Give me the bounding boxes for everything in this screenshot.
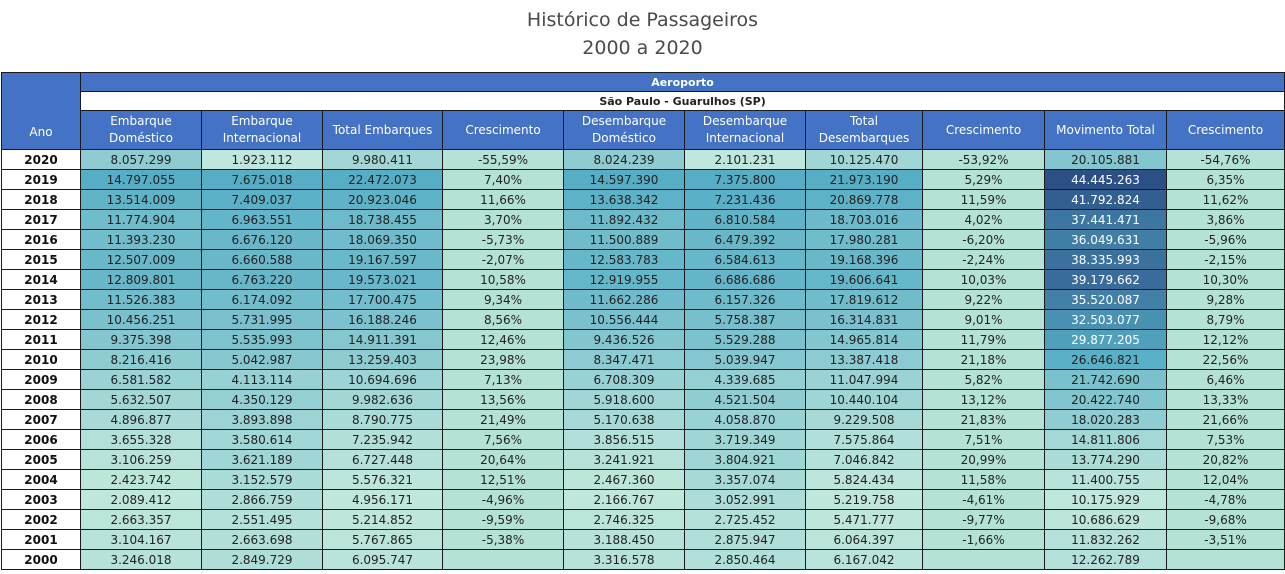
chart-title: Histórico de Passageiros — [526, 9, 759, 31]
cell-total-desembarques: 19.168.396 — [806, 250, 923, 270]
cell-crescimento-embarques: -4,96% — [443, 490, 564, 510]
cell-crescimento-embarques: 3,70% — [443, 210, 564, 230]
cell-desembarque-internacional: 6.810.584 — [685, 210, 806, 230]
cell-total-embarques: 6.727.448 — [323, 450, 443, 470]
cell-crescimento-embarques: -55,59% — [443, 150, 564, 170]
cell-embarque-internacional: 7.409.037 — [202, 190, 323, 210]
header-movimento-total: Movimento Total — [1045, 111, 1167, 150]
cell-total-embarques: 17.700.475 — [323, 290, 443, 310]
cell-ano: 2003 — [2, 490, 81, 510]
cell-total-embarques: 18.738.455 — [323, 210, 443, 230]
cell-embarque-domestico: 13.514.009 — [81, 190, 202, 210]
cell-movimento-total: 14.811.806 — [1045, 430, 1167, 450]
cell-embarque-domestico: 4.896.877 — [81, 410, 202, 430]
cell-embarque-domestico: 10.456.251 — [81, 310, 202, 330]
cell-embarque-internacional: 3.580.614 — [202, 430, 323, 450]
cell-crescimento-embarques: -9,59% — [443, 510, 564, 530]
cell-crescimento-embarques: 11,66% — [443, 190, 564, 210]
cell-crescimento-total: 11,62% — [1167, 190, 1285, 210]
cell-crescimento-total: 13,33% — [1167, 390, 1285, 410]
cell-total-embarques: 8.790.775 — [323, 410, 443, 430]
table-row — [2, 350, 1285, 370]
cell-crescimento-embarques: 9,34% — [443, 290, 564, 310]
table-row — [2, 330, 1285, 350]
cell-movimento-total: 20.422.740 — [1045, 390, 1167, 410]
cell-ano: 2005 — [2, 450, 81, 470]
cell-total-desembarques: 6.167.042 — [806, 550, 923, 570]
table-body — [2, 150, 1285, 570]
cell-crescimento-total: 6,35% — [1167, 170, 1285, 190]
cell-desembarque-domestico: 3.316.578 — [564, 550, 685, 570]
cell-embarque-domestico: 2.663.357 — [81, 510, 202, 530]
cell-desembarque-domestico: 3.188.450 — [564, 530, 685, 550]
cell-crescimento-total: -2,15% — [1167, 250, 1285, 270]
cell-crescimento-total: 12,12% — [1167, 330, 1285, 350]
cell-total-desembarques: 21.973.190 — [806, 170, 923, 190]
cell-crescimento-embarques: 21,49% — [443, 410, 564, 430]
cell-crescimento-total: -4,78% — [1167, 490, 1285, 510]
header-desembarque-internacional: Desembarque Internacional — [685, 111, 806, 150]
cell-total-desembarques: 16.314.831 — [806, 310, 923, 330]
cell-crescimento-embarques: 8,56% — [443, 310, 564, 330]
cell-ano: 2016 — [2, 230, 81, 250]
chart-subtitle: 2000 a 2020 — [582, 37, 703, 59]
cell-crescimento-desembarques: 13,12% — [923, 390, 1045, 410]
cell-movimento-total: 18.020.283 — [1045, 410, 1167, 430]
cell-total-desembarques: 11.047.994 — [806, 370, 923, 390]
cell-crescimento-embarques: 10,58% — [443, 270, 564, 290]
cell-desembarque-domestico: 13.638.342 — [564, 190, 685, 210]
cell-crescimento-embarques: 23,98% — [443, 350, 564, 370]
cell-total-desembarques: 19.606.641 — [806, 270, 923, 290]
cell-desembarque-domestico: 6.708.309 — [564, 370, 685, 390]
cell-desembarque-internacional: 5.529.288 — [685, 330, 806, 350]
cell-embarque-internacional: 7.675.018 — [202, 170, 323, 190]
cell-desembarque-internacional: 4.339.685 — [685, 370, 806, 390]
cell-total-desembarques: 7.575.864 — [806, 430, 923, 450]
cell-ano: 2009 — [2, 370, 81, 390]
cell-total-embarques: 22.472.073 — [323, 170, 443, 190]
header-group-aeroporto: Aeroporto — [81, 73, 1285, 92]
cell-desembarque-domestico: 2.166.767 — [564, 490, 685, 510]
cell-crescimento-desembarques: 4,02% — [923, 210, 1045, 230]
cell-desembarque-internacional: 3.052.991 — [685, 490, 806, 510]
cell-crescimento-embarques: 13,56% — [443, 390, 564, 410]
cell-embarque-domestico: 5.632.507 — [81, 390, 202, 410]
cell-desembarque-internacional: 7.231.436 — [685, 190, 806, 210]
cell-ano: 2011 — [2, 330, 81, 350]
cell-desembarque-internacional: 6.157.326 — [685, 290, 806, 310]
cell-crescimento-total — [1167, 550, 1285, 570]
cell-ano: 2007 — [2, 410, 81, 430]
cell-movimento-total: 32.503.077 — [1045, 310, 1167, 330]
cell-movimento-total: 26.646.821 — [1045, 350, 1167, 370]
cell-desembarque-internacional: 3.357.074 — [685, 470, 806, 490]
cell-crescimento-total: 9,28% — [1167, 290, 1285, 310]
cell-desembarque-domestico: 8.024.239 — [564, 150, 685, 170]
cell-desembarque-domestico: 14.597.390 — [564, 170, 685, 190]
cell-ano: 2012 — [2, 310, 81, 330]
cell-total-desembarques: 17.819.612 — [806, 290, 923, 310]
cell-embarque-internacional: 6.963.551 — [202, 210, 323, 230]
passenger-table — [1, 72, 1285, 570]
cell-desembarque-internacional: 6.584.613 — [685, 250, 806, 270]
cell-embarque-domestico: 3.106.259 — [81, 450, 202, 470]
header-crescimento-total: Crescimento — [1167, 111, 1285, 150]
cell-desembarque-domestico: 3.856.515 — [564, 430, 685, 450]
cell-total-desembarques: 5.824.434 — [806, 470, 923, 490]
cell-crescimento-desembarques: 21,18% — [923, 350, 1045, 370]
cell-embarque-internacional: 5.042.987 — [202, 350, 323, 370]
cell-ano: 2013 — [2, 290, 81, 310]
cell-ano: 2017 — [2, 210, 81, 230]
cell-embarque-domestico: 3.104.167 — [81, 530, 202, 550]
header-total-desembarques: Total Desembarques — [806, 111, 923, 150]
cell-embarque-internacional: 3.152.579 — [202, 470, 323, 490]
cell-embarque-domestico: 11.393.230 — [81, 230, 202, 250]
cell-desembarque-domestico: 3.241.921 — [564, 450, 685, 470]
cell-desembarque-domestico: 11.892.432 — [564, 210, 685, 230]
cell-crescimento-desembarques: 10,03% — [923, 270, 1045, 290]
cell-ano: 2008 — [2, 390, 81, 410]
cell-embarque-internacional: 2.663.698 — [202, 530, 323, 550]
cell-desembarque-domestico: 2.467.360 — [564, 470, 685, 490]
cell-embarque-internacional: 3.621.189 — [202, 450, 323, 470]
cell-crescimento-desembarques: -4,61% — [923, 490, 1045, 510]
cell-crescimento-desembarques: 7,51% — [923, 430, 1045, 450]
cell-desembarque-internacional: 7.375.800 — [685, 170, 806, 190]
table-row — [2, 170, 1285, 190]
cell-desembarque-domestico: 8.347.471 — [564, 350, 685, 370]
cell-total-desembarques: 17.980.281 — [806, 230, 923, 250]
cell-desembarque-internacional: 5.039.947 — [685, 350, 806, 370]
cell-crescimento-embarques: -5,73% — [443, 230, 564, 250]
cell-crescimento-desembarques: 11,59% — [923, 190, 1045, 210]
cell-movimento-total: 10.175.929 — [1045, 490, 1167, 510]
cell-embarque-internacional: 5.731.995 — [202, 310, 323, 330]
cell-total-embarques: 18.069.350 — [323, 230, 443, 250]
cell-embarque-internacional: 6.763.220 — [202, 270, 323, 290]
cell-crescimento-embarques: -5,38% — [443, 530, 564, 550]
cell-crescimento-total: -3,51% — [1167, 530, 1285, 550]
cell-embarque-internacional: 1.923.112 — [202, 150, 323, 170]
table-row — [2, 370, 1285, 390]
cell-embarque-domestico: 12.809.801 — [81, 270, 202, 290]
cell-crescimento-desembarques: 21,83% — [923, 410, 1045, 430]
cell-desembarque-internacional: 6.479.392 — [685, 230, 806, 250]
cell-embarque-domestico: 9.375.398 — [81, 330, 202, 350]
table-row — [2, 270, 1285, 290]
cell-crescimento-total: 12,04% — [1167, 470, 1285, 490]
cell-desembarque-internacional: 3.804.921 — [685, 450, 806, 470]
cell-total-desembarques: 5.219.758 — [806, 490, 923, 510]
cell-total-embarques: 10.694.696 — [323, 370, 443, 390]
cell-movimento-total: 11.400.755 — [1045, 470, 1167, 490]
cell-crescimento-total: 8,79% — [1167, 310, 1285, 330]
cell-embarque-domestico: 8.216.416 — [81, 350, 202, 370]
cell-crescimento-embarques: 7,40% — [443, 170, 564, 190]
cell-embarque-domestico: 12.507.009 — [81, 250, 202, 270]
cell-crescimento-desembarques: 11,58% — [923, 470, 1045, 490]
cell-movimento-total: 41.792.824 — [1045, 190, 1167, 210]
cell-embarque-internacional: 4.113.114 — [202, 370, 323, 390]
cell-embarque-internacional: 3.893.898 — [202, 410, 323, 430]
cell-movimento-total: 20.105.881 — [1045, 150, 1167, 170]
cell-embarque-domestico: 3.655.328 — [81, 430, 202, 450]
cell-desembarque-internacional: 3.719.349 — [685, 430, 806, 450]
cell-total-embarques: 5.576.321 — [323, 470, 443, 490]
table-row — [2, 550, 1285, 570]
cell-crescimento-total: 21,66% — [1167, 410, 1285, 430]
cell-ano: 2001 — [2, 530, 81, 550]
cell-embarque-domestico: 11.774.904 — [81, 210, 202, 230]
cell-ano: 2006 — [2, 430, 81, 450]
cell-embarque-internacional: 6.174.092 — [202, 290, 323, 310]
table-row — [2, 390, 1285, 410]
cell-desembarque-domestico: 11.662.286 — [564, 290, 685, 310]
header-airport-name: São Paulo - Guarulhos (SP) — [81, 92, 1285, 111]
cell-crescimento-total: 3,86% — [1167, 210, 1285, 230]
cell-ano: 2015 — [2, 250, 81, 270]
cell-ano: 2010 — [2, 350, 81, 370]
cell-desembarque-internacional: 2.101.231 — [685, 150, 806, 170]
cell-total-embarques: 14.911.391 — [323, 330, 443, 350]
cell-embarque-domestico: 2.423.742 — [81, 470, 202, 490]
cell-crescimento-total: 10,30% — [1167, 270, 1285, 290]
cell-movimento-total: 21.742.690 — [1045, 370, 1167, 390]
cell-crescimento-desembarques — [923, 550, 1045, 570]
cell-desembarque-domestico: 11.500.889 — [564, 230, 685, 250]
cell-crescimento-embarques: 7,13% — [443, 370, 564, 390]
cell-embarque-internacional: 6.676.120 — [202, 230, 323, 250]
cell-crescimento-desembarques: -9,77% — [923, 510, 1045, 530]
cell-desembarque-domestico: 9.436.526 — [564, 330, 685, 350]
table-row — [2, 250, 1285, 270]
cell-crescimento-desembarques: 20,99% — [923, 450, 1045, 470]
cell-crescimento-desembarques: -53,92% — [923, 150, 1045, 170]
cell-crescimento-desembarques: 9,22% — [923, 290, 1045, 310]
cell-crescimento-desembarques: 5,82% — [923, 370, 1045, 390]
cell-total-desembarques: 10.440.104 — [806, 390, 923, 410]
table-row — [2, 450, 1285, 470]
cell-desembarque-domestico: 2.746.325 — [564, 510, 685, 530]
cell-crescimento-embarques: -2,07% — [443, 250, 564, 270]
cell-embarque-domestico: 6.581.582 — [81, 370, 202, 390]
cell-movimento-total: 10.686.629 — [1045, 510, 1167, 530]
cell-crescimento-embarques: 7,56% — [443, 430, 564, 450]
cell-desembarque-internacional: 6.686.686 — [685, 270, 806, 290]
cell-crescimento-embarques: 12,51% — [443, 470, 564, 490]
cell-movimento-total: 36.049.631 — [1045, 230, 1167, 250]
cell-movimento-total: 35.520.087 — [1045, 290, 1167, 310]
cell-total-embarques: 16.188.246 — [323, 310, 443, 330]
table-row — [2, 530, 1285, 550]
cell-ano: 2004 — [2, 470, 81, 490]
cell-movimento-total: 37.441.471 — [1045, 210, 1167, 230]
table-row — [2, 510, 1285, 530]
cell-desembarque-domestico: 5.918.600 — [564, 390, 685, 410]
cell-total-desembarques: 9.229.508 — [806, 410, 923, 430]
cell-embarque-domestico: 11.526.383 — [81, 290, 202, 310]
table-row — [2, 150, 1285, 170]
header-embarque-domestico: Embarque Doméstico — [81, 111, 202, 150]
cell-total-embarques: 5.214.852 — [323, 510, 443, 530]
table-row — [2, 310, 1285, 330]
cell-crescimento-total: 6,46% — [1167, 370, 1285, 390]
cell-total-embarques: 9.980.411 — [323, 150, 443, 170]
cell-desembarque-internacional: 2.725.452 — [685, 510, 806, 530]
cell-embarque-domestico: 3.246.018 — [81, 550, 202, 570]
cell-embarque-internacional: 2.849.729 — [202, 550, 323, 570]
cell-desembarque-internacional: 2.850.464 — [685, 550, 806, 570]
cell-total-desembarques: 14.965.814 — [806, 330, 923, 350]
table-row — [2, 230, 1285, 250]
cell-ano: 2020 — [2, 150, 81, 170]
cell-total-embarques: 19.167.597 — [323, 250, 443, 270]
cell-movimento-total: 29.877.205 — [1045, 330, 1167, 350]
cell-total-embarques: 20.923.046 — [323, 190, 443, 210]
cell-ano: 2002 — [2, 510, 81, 530]
cell-crescimento-embarques — [443, 550, 564, 570]
cell-crescimento-total: 22,56% — [1167, 350, 1285, 370]
cell-crescimento-total: 20,82% — [1167, 450, 1285, 470]
cell-total-desembarques: 5.471.777 — [806, 510, 923, 530]
cell-desembarque-domestico: 10.556.444 — [564, 310, 685, 330]
cell-embarque-internacional: 2.551.495 — [202, 510, 323, 530]
cell-desembarque-domestico: 12.583.783 — [564, 250, 685, 270]
cell-crescimento-total: -54,76% — [1167, 150, 1285, 170]
cell-total-embarques: 13.259.403 — [323, 350, 443, 370]
cell-crescimento-desembarques: 9,01% — [923, 310, 1045, 330]
header-total-embarques: Total Embarques — [323, 111, 443, 150]
cell-desembarque-internacional: 4.521.504 — [685, 390, 806, 410]
cell-ano: 2018 — [2, 190, 81, 210]
cell-movimento-total: 13.774.290 — [1045, 450, 1167, 470]
cell-embarque-internacional: 4.350.129 — [202, 390, 323, 410]
cell-embarque-domestico: 8.057.299 — [81, 150, 202, 170]
table-row — [2, 470, 1285, 490]
cell-crescimento-desembarques: -1,66% — [923, 530, 1045, 550]
cell-movimento-total: 44.445.263 — [1045, 170, 1167, 190]
cell-crescimento-desembarques: 5,29% — [923, 170, 1045, 190]
cell-total-desembarques: 13.387.418 — [806, 350, 923, 370]
cell-total-embarques: 6.095.747 — [323, 550, 443, 570]
cell-embarque-internacional: 6.660.588 — [202, 250, 323, 270]
cell-crescimento-desembarques: -6,20% — [923, 230, 1045, 250]
cell-total-embarques: 9.982.636 — [323, 390, 443, 410]
header-crescimento-desembarques: Crescimento — [923, 111, 1045, 150]
header-ano: Ano — [2, 73, 81, 150]
cell-crescimento-embarques: 12,46% — [443, 330, 564, 350]
cell-crescimento-total: -5,96% — [1167, 230, 1285, 250]
cell-desembarque-internacional: 4.058.870 — [685, 410, 806, 430]
cell-crescimento-desembarques: -2,24% — [923, 250, 1045, 270]
cell-embarque-domestico: 2.089.412 — [81, 490, 202, 510]
table-row — [2, 190, 1285, 210]
header-embarque-internacional: Embarque Internacional — [202, 111, 323, 150]
cell-total-embarques: 19.573.021 — [323, 270, 443, 290]
header-crescimento-embarques: Crescimento — [443, 111, 564, 150]
cell-total-desembarques: 6.064.397 — [806, 530, 923, 550]
cell-movimento-total: 38.335.993 — [1045, 250, 1167, 270]
cell-total-embarques: 5.767.865 — [323, 530, 443, 550]
header-desembarque-domestico: Desembarque Doméstico — [564, 111, 685, 150]
cell-desembarque-internacional: 5.758.387 — [685, 310, 806, 330]
cell-desembarque-domestico: 5.170.638 — [564, 410, 685, 430]
cell-ano: 2000 — [2, 550, 81, 570]
cell-total-desembarques: 18.703.016 — [806, 210, 923, 230]
cell-embarque-internacional: 5.535.993 — [202, 330, 323, 350]
cell-total-embarques: 7.235.942 — [323, 430, 443, 450]
cell-total-embarques: 4.956.171 — [323, 490, 443, 510]
cell-crescimento-desembarques: 11,79% — [923, 330, 1045, 350]
cell-total-desembarques: 10.125.470 — [806, 150, 923, 170]
cell-movimento-total: 12.262.789 — [1045, 550, 1167, 570]
table-row — [2, 430, 1285, 450]
table-row — [2, 210, 1285, 230]
cell-ano: 2014 — [2, 270, 81, 290]
cell-crescimento-embarques: 20,64% — [443, 450, 564, 470]
cell-movimento-total: 11.832.262 — [1045, 530, 1167, 550]
cell-ano: 2019 — [2, 170, 81, 190]
cell-total-desembarques: 20.869.778 — [806, 190, 923, 210]
cell-desembarque-internacional: 2.875.947 — [685, 530, 806, 550]
cell-desembarque-domestico: 12.919.955 — [564, 270, 685, 290]
cell-embarque-internacional: 2.866.759 — [202, 490, 323, 510]
table-row — [2, 290, 1285, 310]
cell-crescimento-total: 7,53% — [1167, 430, 1285, 450]
table-row — [2, 490, 1285, 510]
cell-movimento-total: 39.179.662 — [1045, 270, 1167, 290]
cell-embarque-domestico: 14.797.055 — [81, 170, 202, 190]
table-row — [2, 410, 1285, 430]
cell-total-desembarques: 7.046.842 — [806, 450, 923, 470]
cell-crescimento-total: -9,68% — [1167, 510, 1285, 530]
